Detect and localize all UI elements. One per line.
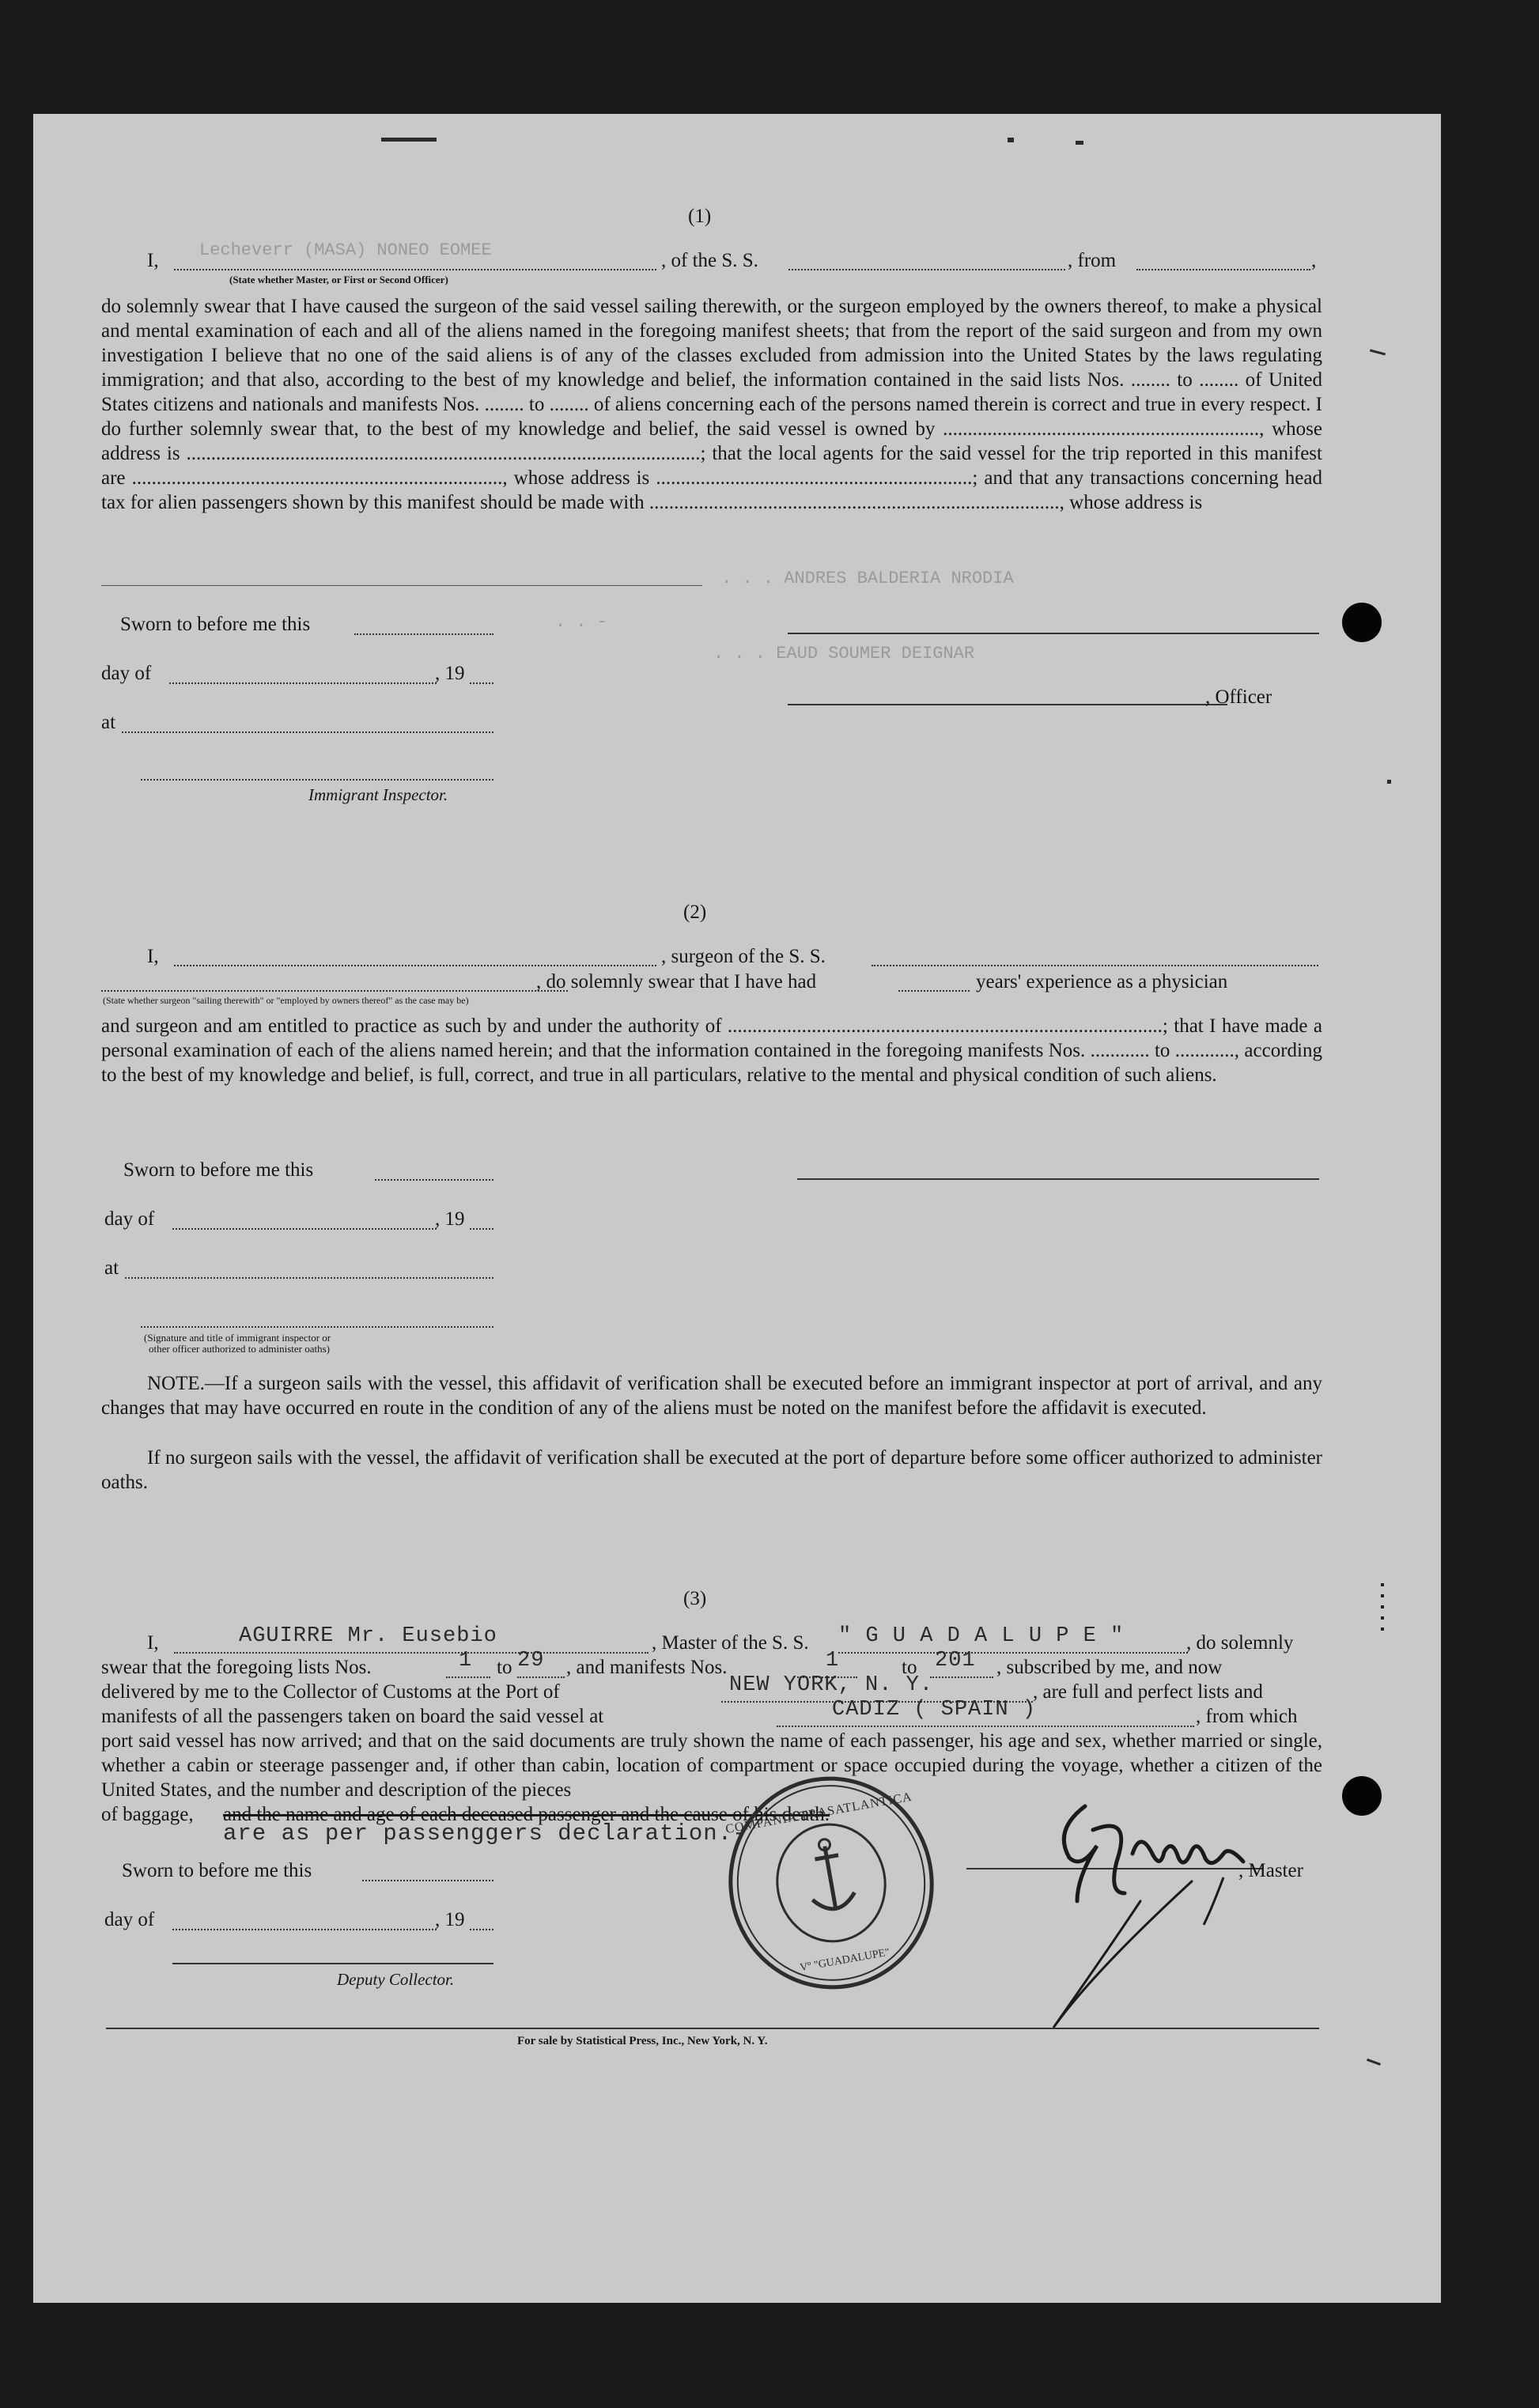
s3-struck-clause: and the name and age of each deceased passenger and the cause of his death. — [223, 1804, 830, 1825]
edge-mark — [1367, 2058, 1381, 2066]
s2-swear: , do solemnly swear that I have had — [536, 971, 817, 992]
s2-day-of: day of — [104, 1208, 155, 1230]
s3-line2a: swear that the foregoing lists Nos. — [101, 1657, 372, 1678]
s3-line3a: delivered by me to the Collector of Customs at the Port of — [101, 1681, 560, 1703]
section-2-number: (2) — [683, 902, 707, 923]
s3-manifests-to: 201 — [935, 1649, 976, 1673]
edge-mark — [1381, 1583, 1384, 1639]
footer-imprint: For sale by Statistical Press, Inc., New York, N. Y. — [517, 2035, 768, 2047]
s3-lists-from: 1 — [459, 1649, 473, 1673]
seal-bottom-text: Vº "GUADALUPE" — [799, 1946, 891, 1975]
section-3-number: (3) — [683, 1588, 707, 1609]
s1-inspector: Immigrant Inspector. — [308, 785, 448, 804]
s1-body: do solemnly swear that I have caused the surgeon of the said vessel sailing therewith, or the surgeon employed by the owners thereof, to make a physical and mental examination of each and all of the aliens named in the foregoing manifest sheets; that from the report of the said surgeon and from my own investigation I believe that no one of the said aliens is of any of the classes excluded from admission into the United States by the laws regulating immigration; and that also, according to the best of my knowledge and belief, the information contained in the said lists Nos. ........ to ........ of United States citizens and nationals and manifests Nos. ........ to ........ of aliens concerning each of the persons named therein is correct and true in every respect. I do further solemnly swear that, to the best of my knowledge and belief, the said vessel is owned by ................................................................, whose address is ........................................................................................................; that the local agents for the said vessel for the trip reported in this manifest are ..........................................................................., whose address is ................................................................; and that any transactions concerning head tax for alien passengers shown by this manifest should be made with ..................................................................................., whose address is — [101, 296, 1322, 513]
s3-year: , 19 — [435, 1909, 465, 1930]
s2-sig-note-2: other officer authorized to administer oaths) — [149, 1343, 330, 1355]
s1-faded-text: . . - — [555, 612, 608, 632]
s3-typed-note: are as per passenggers declaration.- — [223, 1820, 747, 1847]
s2-surgeon-signature-line — [797, 1178, 1319, 1180]
master-signature — [1022, 1782, 1275, 2043]
s1-officer: , Officer — [1205, 686, 1272, 708]
s3-line4b: , from which — [1196, 1706, 1298, 1727]
punch-hole — [1342, 1776, 1382, 1816]
s3-line3b: , are full and perfect lists and — [1033, 1681, 1263, 1703]
s1-day-of: day of — [101, 663, 152, 684]
s3-i-label: I, — [147, 1632, 159, 1654]
edge-mark — [1387, 780, 1391, 784]
top-mark — [1076, 141, 1083, 145]
section-1-number: (1) — [688, 206, 712, 227]
manifest-page: (1) I, Lecheverr (MASA) NONEO EOMEE , of the S. S. , from , (State whether Master, or First or Second Officer) do solemnly swear that I have caused the surgeon of the said vessel sailing therewith, or the surgeon employed by the owners thereof, to make a physical and mental examination of each and all of the aliens named in the foregoing manifest sheets; that from the report of the said surgeon and from my own investigation I believe that no one of the said aliens is of any of the classes excluded from admission into the United States by the laws regulating immigration; and that also, according to the best of my knowledge and belief, the information contained in the said lists Nos. ........ to ........ of United States citizens and nationals and manifests Nos. ........ to ........ of aliens concerning each of the persons named therein is correct and true in every respect. I do further solemnly swear that, to the best of my knowledge and belief, the said vessel is owned by ................................................................, whose address is ........................................................................................................; that the local agents for the said vessel for the trip reported in this manifest are ..........................................................................., whose address is ................................................................; and that any transactions concerning head tax for alien passengers shown by this manifest should be made with ..................................................................................., whose address is . . . ANDRES BALDERIA NRODIA . . - . . . EAUD SOUMER DEIGNAR Sworn to before me this day of , 19 , Officer at Immigrant Inspector. (2) I, , surgeon of the S. S. , do solemnly swear that I have had years' experience as a physician (State whether surgeon "sailing therewith" or "employed by owners thereof" as the case may be) and surgeon and am entitled to practice as such by and under the authority of ........................................................................................; that I have made a personal examination of each of the aliens named herein; and that the information contained in the foregoing manifests Nos. ............ to ............, according to the best of my knowledge and belief, is full, correct, and true in all particulars, relative to the mental and physical condition of such aliens. Sworn to before me this day of , 19 at (Signature and title of immigrant inspector or other officer authorized to administer oaths) NOTE.—If a surgeon sails with the vessel, this affidavit of verification shall be executed before an immigrant inspector at port of arrival, and any changes that may have occurred en route in the condition of any of the aliens must be noted on the manifest before the affidavit is executed. If no surgeon sails with the vessel, the affidavit of verification shall be executed at the port of departure before some officer authorized to administer oaths. (3) I, AGUIRRE Mr. Eusebio , Master of the S. S. " G U A D A L U P E " , do solemnly swear that the foregoing lists Nos. 1 to 29 , and manifests Nos. 1 to 201 , subscribed by me, and now delivered by me to the Collector of Customs at the Port of NEW YORK, N. Y. , are full and perfect lists and manifests of all the passengers taken on board the said vessel at CADIZ ( SPAIN ) , from which port said vessel has now arrived; and that on the said documents are truly shown the name of each passenger, his age and sex, whether married or single, whether a cabin or steerage passenger and, if other than cabin, location of compartment or space occupied during the voyage, whether a citizen of the United States, and the number and description of the pieces of baggage, and the name and age of each deceased passenger and the cause of his death. are as per passenggers declaration.- Sworn to before me this , Master day of , 19 Deputy Collector. For sale by Statistical Press, Inc., New York, N. Y. COMPAÑIA TRASATLANTICA Vº "GUADALUPE" — [33, 114, 1441, 2303]
s1-sworn: Sworn to before me this — [120, 614, 311, 635]
s2-sworn: Sworn to before me this — [123, 1159, 314, 1181]
s2-body: and surgeon and am entitled to practice as such by and under the authority of ........................................................................................; that I have made a personal examination of each of the aliens named herein; and that the information contained in the foregoing manifests Nos. ............ to ............, according to the best of my knowledge and belief, is full, correct, and true in all particulars, relative to the mental and physical condition of such aliens. — [101, 1015, 1322, 1086]
s1-year: , 19 — [435, 663, 465, 684]
s3-to-1: to — [497, 1657, 512, 1678]
s3-lists-to: 29 — [517, 1649, 545, 1673]
s2-note-small: (State whether surgeon "sailing therewith" or "employed by owners thereof" as the case may be) — [103, 995, 469, 1006]
s1-faded-text: . . . ANDRES BALDERIA NRODIA — [721, 569, 1014, 588]
s1-from: , from — [1068, 250, 1117, 271]
s2-note-2: If no surgeon sails with the vessel, the affidavit of verification shall be executed at the port of departure before some officer authorized to administer oaths. — [101, 1447, 1322, 1493]
company-seal-stamp — [724, 1776, 938, 1990]
s2-years: years' experience as a physician — [976, 971, 1228, 992]
s2-note-1: NOTE.—If a surgeon sails with the vessel, this affidavit of verification shall be executed before an immigrant inspector at port of arrival, and any changes that may have occurred en route in the condition of any of the aliens must be noted on the manifest before the affidavit is executed. — [101, 1373, 1322, 1419]
s1-underline — [101, 585, 702, 586]
s1-of-ss: , of the S. S. — [661, 250, 758, 271]
top-mark — [381, 138, 437, 142]
s2-sig-note-1: (Signature and title of immigrant inspector or — [144, 1332, 331, 1344]
s1-faded-name: Lecheverr (MASA) NONEO EOMEE — [199, 240, 492, 260]
s3-sworn: Sworn to before me this — [122, 1860, 312, 1881]
s1-at: at — [101, 712, 116, 733]
s3-to-2: to — [902, 1657, 917, 1678]
s2-at: at — [104, 1257, 119, 1279]
s3-solemnly: , do solemnly — [1186, 1632, 1294, 1654]
s2-year: , 19 — [435, 1208, 465, 1230]
s3-departure-port: CADIZ ( SPAIN ) — [832, 1698, 1037, 1722]
s3-deputy-line — [172, 1963, 493, 1964]
s1-role-note: (State whether Master, or First or Second Officer) — [229, 274, 448, 285]
s1-from-blank — [1136, 268, 1310, 270]
s1-officer-line-1 — [788, 633, 1319, 634]
s3-master-of: , Master of the S. S. — [652, 1632, 809, 1654]
s3-ship-name: " G U A D A L U P E " — [838, 1624, 1125, 1648]
s3-master: , Master — [1238, 1860, 1303, 1881]
s3-baggage: of baggage, — [101, 1804, 194, 1825]
top-mark — [1008, 138, 1014, 142]
edge-mark — [1370, 349, 1386, 355]
s3-subscribed: , subscribed by me, and now — [996, 1657, 1223, 1678]
s1-faded-text: . . . EAUD SOUMER DEIGNAR — [713, 644, 975, 663]
s1-name-blank — [174, 268, 656, 270]
s3-manifests-from: 1 — [826, 1649, 840, 1673]
punch-hole — [1342, 603, 1382, 642]
s3-day-of: day of — [104, 1909, 155, 1930]
s1-ship-blank — [788, 268, 1065, 270]
s3-and-manifests: , and manifests Nos. — [566, 1657, 728, 1678]
s3-body: port said vessel has now arrived; and that on the said documents are truly shown the name of each passenger, his age and sex, whether married or single, whether a cabin or steerage passenger and, if other than cabin, location of compartment or space occupied during the voyage, whether a citizen of the United States, and the number and description of the pieces — [101, 1730, 1322, 1801]
s3-line4a: manifests of all the passengers taken on board the said vessel at — [101, 1706, 604, 1727]
s3-deputy: Deputy Collector. — [337, 1970, 455, 1989]
s1-i-label: I, — [147, 250, 159, 271]
seal-top-text: COMPAÑIA TRASATLANTICA — [724, 1790, 913, 1837]
s2-i-label: I, — [147, 946, 159, 967]
s2-surgeon-ss: , surgeon of the S. S. — [661, 946, 826, 967]
s1-officer-line-2 — [788, 704, 1227, 705]
s3-master-name: AGUIRRE Mr. Eusebio — [239, 1624, 497, 1648]
s3-port: NEW YORK, N. Y. — [729, 1673, 934, 1697]
